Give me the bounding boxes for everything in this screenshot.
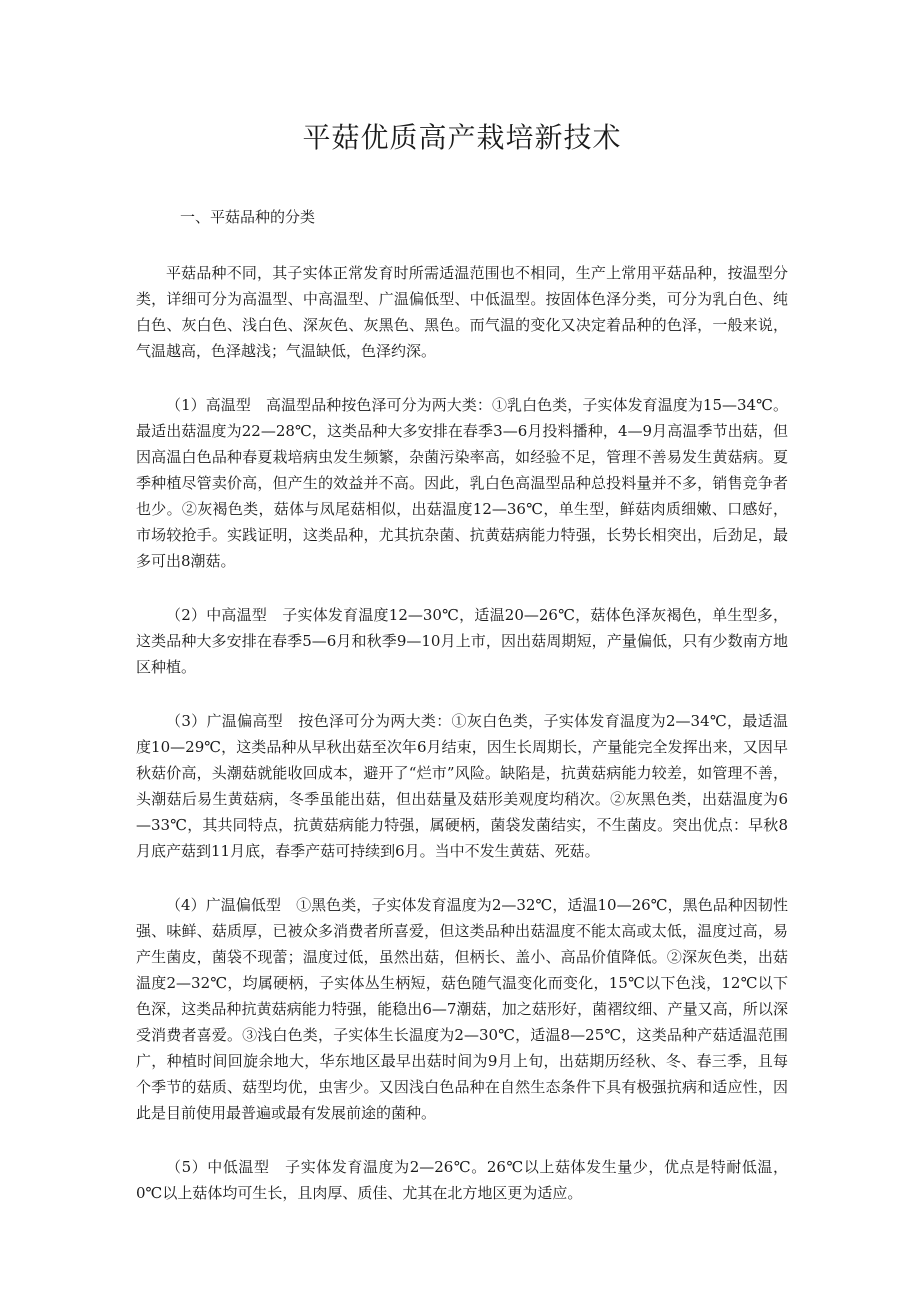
- intro-paragraph: 平菇品种不同，其子实体正常发育时所需适温范围也不相同，生产上常用平菇品种，按温型分类，详细可分为高温型、中高温型、广温偏低型、中低温型。按固体色泽分类，可分为乳白色、纯白色、灰白色、浅白色、深灰色、灰黑色、黑色。而气温的变化又决定着品种的色泽，一般来说，气温越高，色泽越浅；气温缺低，色泽约深。: [136, 264, 788, 360]
- paragraph-wide-temperature-high-type: （3）广温偏高型 按色泽可分为两大类：①灰白色类，子实体发育温度为2—34℃，最适温度10—29℃，这类品种从早秋出菇至次年6月结束，因生长周期长，产量能完全发挥出来，又因早秋菇价高，头潮菇就能收回成本，避开了“烂市”风险。缺陷是，抗黄菇病能力较差，如管理不善，头潮菇后易生黄菇病，冬季虽能出菇，但出菇量及菇形美观度均稍次。②灰黑色类，出菇温度为6—33℃，其共同特点，抗黄菇病能力特强，属硬柄，菌袋发菌结实，不生菌皮。突出优点：早秋8月底产菇到11月底，春季产菇可持续到6月。当中不发生黄菇、死菇。: [136, 712, 788, 860]
- section-heading: 一、平菇品种的分类: [180, 208, 316, 226]
- paragraph-medium-high-temperature-type: （2）中高温型 子实体发育温度12—30℃，适温20—26℃，菇体色泽灰褐色，单生型多，这类品种大多安排在春季5—6月和秋季9—10月上市，因出菇周期短，产量偏低，只有少数南方地区种植。: [136, 606, 788, 676]
- document-title: 平菇优质高产栽培新技术: [302, 121, 622, 154]
- paragraph-medium-low-temperature-type: （5）中低温型 子实体发育温度为2—26℃。26℃以上菇体发生量少，优点是特耐低温，0℃以上菇体均可生长，且肉厚、质佳、尤其在北方地区更为适应。: [136, 1158, 788, 1202]
- paragraph-wide-temperature-low-type: （4）广温偏低型 ①黑色类，子实体发育温度为2—32℃，适温10—26℃，黑色品种因韧性强、味鲜、菇质厚，已被众多消费者所喜爱，但这类品种出菇温度不能太高或太低，温度过高，易产生菌皮，菌袋不现蕾；温度过低，虽然出菇，但柄长、盖小、高品价值降低。②深灰色类，出菇温度2—32℃，均属硬柄，子实体丛生柄短，菇色随气温变化而变化，15℃以下色浅，12℃以下色深，这类品种抗黄菇病能力特强，能稳出6—7潮菇，加之菇形好，菌褶纹细、产量又高，所以深受消费者喜爱。③浅白色类，子实体生长温度为2—30℃，适温8—25℃，这类品种产菇适温范围广，种植时间回旋余地大，华东地区最早出菇时间为9月上旬，出菇期历经秋、冬、春三季，且每个季节的菇质、菇型均优，虫害少。又因浅白色品种在自然生态条件下具有极强抗病和适应性，因此是目前使用最普遍或最有发展前途的菌种。: [136, 896, 788, 1122]
- paragraph-high-temperature-type: （1）高温型 高温型品种按色泽可分为两大类：①乳白色类，子实体发育温度为15—34℃。最适出菇温度为22—28℃，这类品种大多安排在春季3—6月投料播种，4—9月高温季节出菇，但因高温白色品种春夏栽培病虫发生频繁，杂菌污染率高，如经验不足，管理不善易发生黄菇病。夏季种植尽管卖价高，但产生的效益并不高。因此，乳白色高温型品种总投料量并不多，销售竞争者也少。②灰褐色类，菇体与凤尾菇相似，出菇温度12—36℃，单生型，鲜菇肉质细嫩、口感好，市场较抢手。实践证明，这类品种，尤其抗杂菌、抗黄菇病能力特强，长势长相突出，后劲足，最多可出8潮菇。: [136, 396, 788, 570]
